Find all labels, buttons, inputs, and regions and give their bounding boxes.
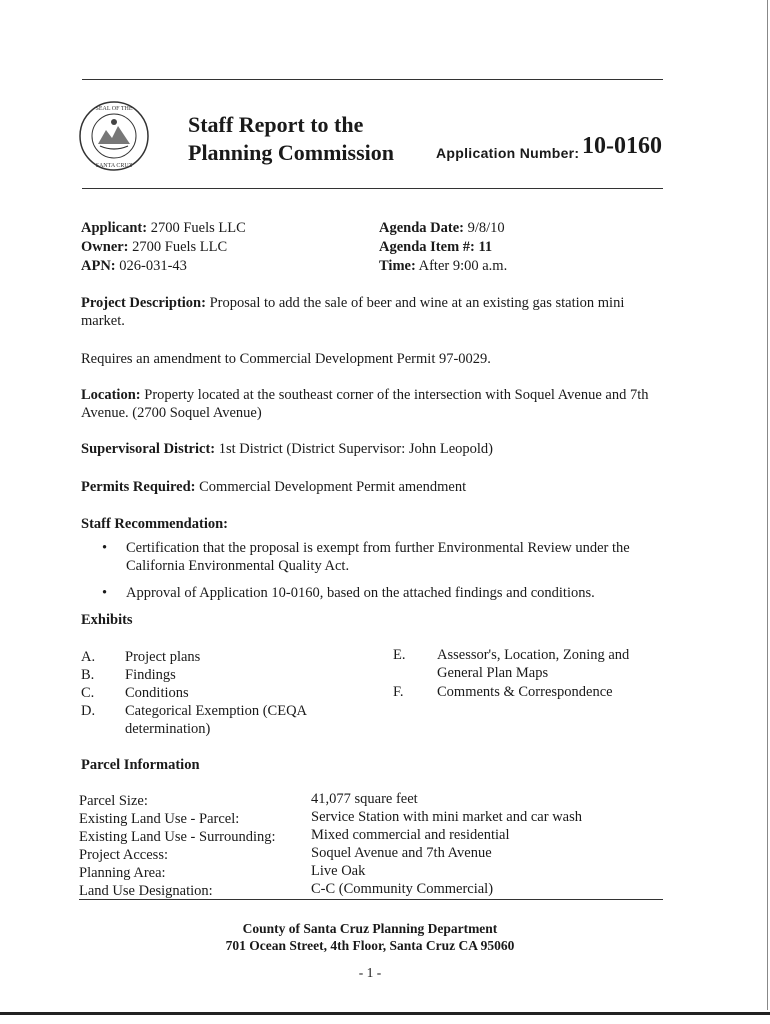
exhibit-letter: B.: [81, 667, 95, 683]
apn-value: 026-031-43: [119, 258, 187, 274]
permits-text: Commercial Development Permit amendment: [199, 479, 467, 495]
staff-recommendation-title: Staff Recommendation:: [81, 516, 228, 532]
header-bottom-rule: [82, 188, 663, 189]
report-title-line1: Staff Report to the: [188, 112, 364, 137]
exhibit-letter: C.: [81, 685, 95, 701]
supervisoral-district: Supervisoral District: 1st District (District Supervisor: John Leopold): [81, 441, 494, 457]
apn-label: APN:: [81, 258, 116, 274]
location-label: Location: [81, 387, 136, 403]
district-text: 1st District (District Supervisor: John Leopold): [218, 441, 494, 457]
owner-label: Owner:: [81, 239, 129, 255]
svg-text:SANTA CRUZ: SANTA CRUZ: [95, 163, 133, 169]
application-number: 10-0160: [582, 133, 662, 159]
parcel-label: Project Access:: [79, 847, 168, 863]
report-title: [188, 111, 394, 167]
agenda-item-line: [379, 238, 492, 256]
county-seal-icon: [78, 100, 150, 172]
project-description-text: Proposal to add the sale of beer and wine at an existing gas station mini market.: [81, 295, 625, 329]
exhibits-title: Exhibits: [81, 612, 133, 628]
bullet-icon: •: [102, 585, 108, 601]
parcel-label: Land Use Designation:: [79, 883, 213, 899]
project-description: Project Description: Proposal to add the sale of beer and wine at an existing gas station mini market.: [81, 295, 625, 329]
parcel-value: C-C (Community Commercial): [311, 881, 494, 897]
agenda-item-value: 11: [478, 239, 493, 255]
exhibit-letter: E.: [393, 647, 406, 663]
parcel-value: Live Oak: [311, 863, 366, 879]
parcel-value: 41,077 square feet: [311, 791, 418, 807]
application-number-label: Application Number:: [436, 145, 580, 161]
exhibit-letter: D.: [81, 703, 96, 719]
exhibit-text: Conditions: [125, 685, 189, 701]
agenda-date-label: Agenda Date:: [379, 220, 464, 236]
parcel-bottom-rule: [79, 899, 663, 900]
page-number: - 1 -: [358, 965, 382, 980]
parcel-value: Service Station with mini market and car wash: [311, 809, 582, 825]
footer-department: County of Santa Cruz Planning Department: [242, 921, 498, 936]
exhibit-text: Project plans: [125, 649, 201, 665]
parcel-label: Existing Land Use - Surrounding:: [79, 829, 276, 845]
time-label: Time:: [379, 258, 416, 274]
applicant-label: Applicant:: [81, 220, 148, 236]
header-top-rule: [82, 79, 663, 80]
exhibits-heading: [81, 611, 661, 629]
time-value: After 9:00 a.m.: [418, 258, 508, 274]
permits-required: Permits Required: Commercial Development Permit amendment: [81, 479, 467, 495]
owner-value: 2700 Fuels LLC: [132, 239, 228, 255]
permits-label: Permits Required: [81, 479, 191, 495]
parcel-title: Parcel Information: [81, 757, 200, 773]
exhibit-text: Findings: [125, 667, 176, 683]
bullet-icon: •: [102, 540, 108, 556]
apn-line: [81, 257, 187, 275]
exhibit-text: Assessor's, Location, Zoning and General Plan Maps: [437, 647, 630, 681]
parcel-label: Planning Area:: [79, 865, 166, 881]
footer-address: 701 Ocean Street, 4th Floor, Santa Cruz CA 95060: [225, 938, 515, 953]
parcel-value: Soquel Avenue and 7th Avenue: [311, 845, 492, 861]
agenda-item-label: Agenda Item #:: [379, 239, 475, 255]
district-label: Supervisoral District: [81, 441, 211, 457]
project-description-label: Project Description: [81, 295, 202, 311]
report-title-line2: Planning Commission: [188, 140, 394, 165]
agenda-date-line: [379, 219, 505, 237]
staff-recommendation-heading: [81, 515, 661, 533]
exhibit-letter: A.: [81, 649, 96, 665]
owner-line: [81, 238, 227, 256]
parcel-label: Parcel Size:: [79, 793, 148, 809]
applicant-value: 2700 Fuels LLC: [150, 220, 246, 236]
recommendation-text: Approval of Application 10-0160, based on the attached findings and conditions.: [126, 585, 595, 601]
parcel-label: Existing Land Use - Parcel:: [79, 811, 240, 827]
time-line: [379, 257, 507, 275]
parcel-value: Mixed commercial and residential: [311, 827, 510, 843]
exhibit-text: Comments & Correspondence: [437, 684, 613, 700]
scan-bottom-edge: [0, 1012, 770, 1015]
svg-text:SEAL OF THE: SEAL OF THE: [95, 106, 133, 112]
location-text: Property located at the southeast corner of the intersection with Soquel Avenue and 7th Avenue. (2700 Soquel Avenue): [81, 387, 649, 421]
parcel-heading: [81, 756, 661, 774]
location: Location: Property located at the southeast corner of the intersection with Soquel Avenue and 7th Avenue. (2700 Soquel Avenue): [81, 387, 649, 421]
applicant-line: [81, 219, 246, 237]
scan-right-edge: [767, 0, 768, 1010]
exhibit-letter: F.: [393, 684, 404, 700]
exhibit-text: Categorical Exemption (CEQA determination): [125, 703, 307, 737]
requires-amendment: Requires an amendment to Commercial Development Permit 97-0029.: [81, 351, 491, 367]
agenda-date-value: 9/8/10: [467, 220, 505, 236]
recommendation-text: Certification that the proposal is exempt from further Environmental Review under the California Environmental Quality Act.: [126, 540, 630, 574]
